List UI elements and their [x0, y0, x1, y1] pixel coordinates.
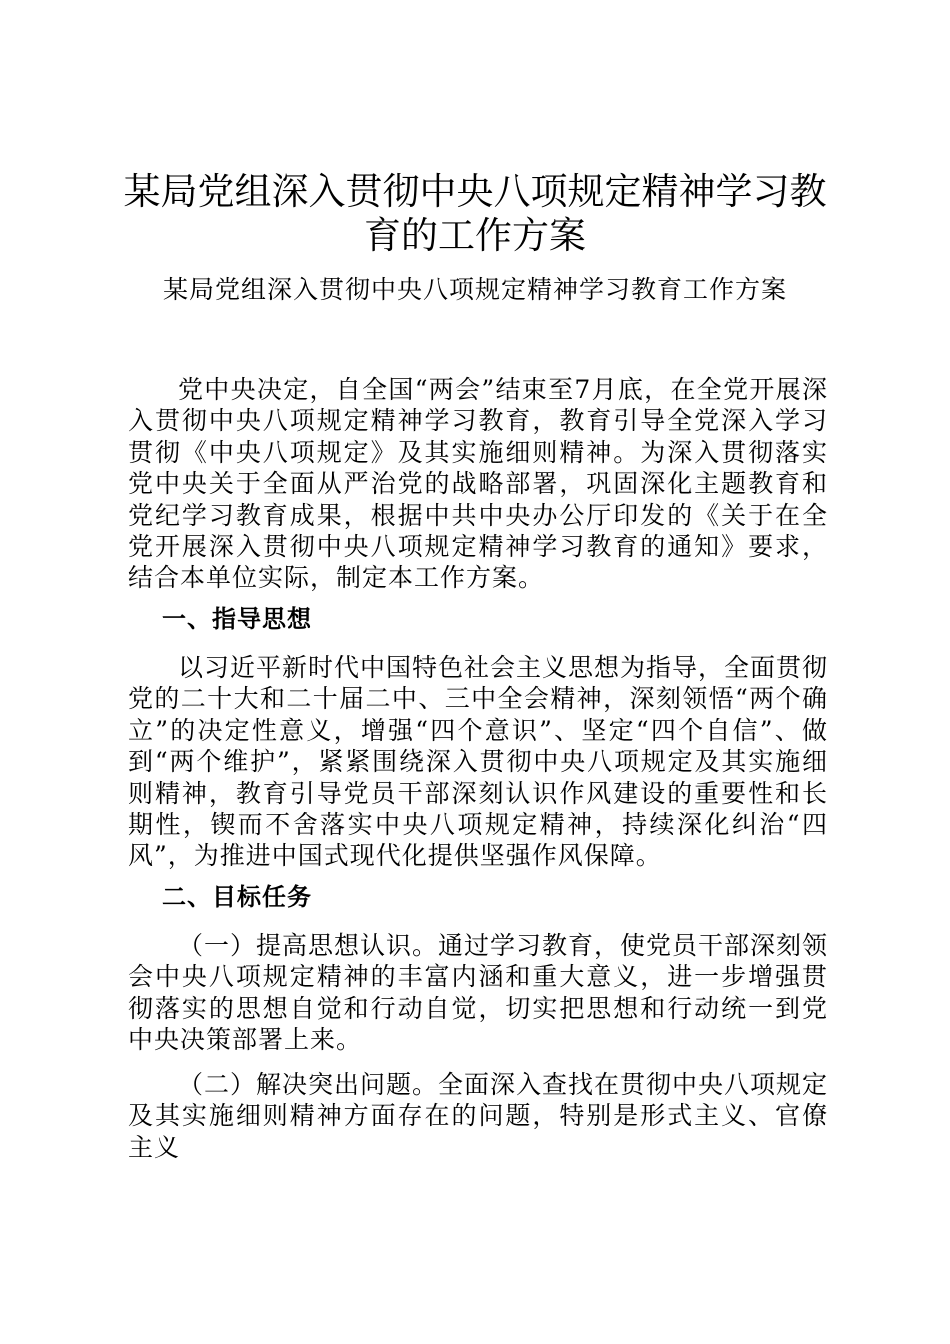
intro-paragraph: 党中央决定，自全国“两会”结束至7月底，在全党开展深入贯彻中央八项规定精神学习教育，教育引导全党深入学习贯彻《中央八项规定》及其实施细则精神。为深入贯彻落实党中央关于全面从严治党的战略部署，巩固深化主题教育和党纪学习教育成果，根据中共中央办公厅印发的《关于在全党开展深入贯彻中央八项规定精神学习教育的通知》要求，结合本单位实际，制定本工作方案。 — [128, 375, 828, 593]
document-subtitle: 某局党组深入贯彻中央八项规定精神学习教育工作方案 — [162, 275, 787, 304]
section-heading-guiding-thought: 一、指导思想 — [162, 605, 312, 633]
guiding-thought-paragraph: 以习近平新时代中国特色社会主义思想为指导，全面贯彻党的二十大和二十届二中、三中全会精神，深刻领悟“两个确立”的决定性意义，增强“四个意识”、坚定“四个自信”、做到“两个维护”，紧紧围绕深入贯彻中央八项规定及其实施细则精神，教育引导党员干部深刻认识作风建设的重要性和长期性，锲而不舍落实中央八项规定精神，持续深化纠治“四风”，为推进中国式现代化提供坚强作风保障。 — [128, 653, 829, 871]
goal-item-2-paragraph: （二）解决突出问题。全面深入查找在贯彻中央八项规定及其实施细则精神方面存在的问题，特别是形式主义、官僚主义 — [128, 1070, 829, 1162]
document-title: 某局党组深入贯彻中央八项规定精神学习教育的工作方案 — [123, 170, 827, 257]
section-heading-goals: 二、目标任务 — [162, 883, 312, 911]
goal-item-1-paragraph: （一）提高思想认识。通过学习教育，使党员干部深刻领会中央八项规定精神的丰富内涵和重大意义，进一步增强贯彻落实的思想自觉和行动自觉，切实把思想和行动统一到党中央决策部署上来。 — [128, 931, 829, 1055]
